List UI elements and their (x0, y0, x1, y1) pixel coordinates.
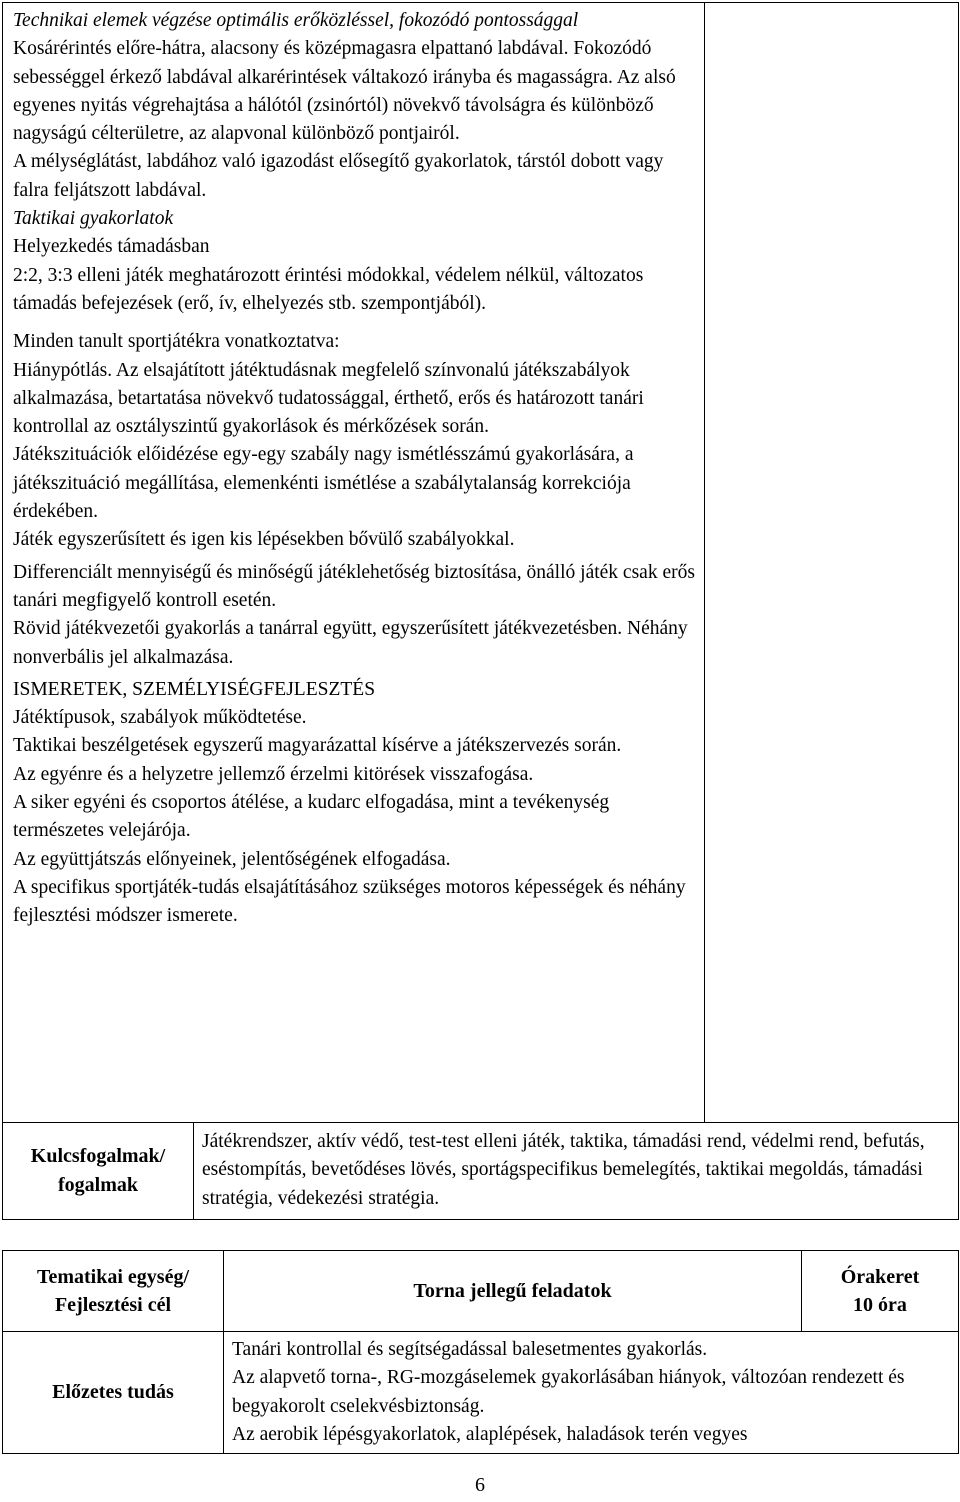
empty-cell (705, 3, 959, 1123)
curriculum-table (2, 2, 959, 1220)
text-line: Játék egyszerűsített és igen kis lépésekben bővülő szabályokkal. (13, 529, 515, 551)
prereq-text (224, 1332, 959, 1454)
hours-cell (802, 1251, 959, 1332)
unit-title: Torna jellegű feladatok (224, 1251, 802, 1332)
text-line: Taktikai gyakorlatok (13, 208, 174, 230)
text-line: Játékszituációk előidézése egy-egy szabály nagy ismétlésszámú gyakorlására, a játékszituáció megállítása, elemenkénti ismétlése a szabálytalanság korrekciója érdekében. (13, 444, 634, 523)
text-line: 2:2, 3:3 elleni játék meghatározott érintési módokkal, védelem nélkül, változatos támadás befejezések (erő, ív, elhelyezés stb. szempontjából). (13, 264, 644, 314)
activities-text (13, 7, 698, 931)
text-line: Az együttjátszás előnyeinek, jelentőségének elfogadása. (13, 848, 451, 870)
unit-table (2, 1250, 959, 1454)
text-line: Kosárérintés előre-hátra, alacsony és középmagasra elpattanó labdával. Fokozódó sebességgel érkező labdával alkarérintések váltakozó irányba és magasságra. Az alsó egyenes nyitás végrehajtása a hálótól (zsinórtól) növekvő távolságra és különböző nagyságú célterületre, az alapvonal különböző pontjairól. (13, 38, 676, 145)
text-line: A mélységlátást, labdához való igazodást elősegítő gyakorlatok, társtól dobott vagy falra feljátszott labdával. (13, 151, 664, 201)
unit-label-line2: Fejlesztési cél (54, 1294, 172, 1316)
page-number: 6 (475, 1474, 485, 1496)
text-line: Technikai elemek végzése optimális erőközléssel, fokozódó pontossággal (13, 10, 579, 31)
text-line: A specifikus sportjáték-tudás elsajátításához szükséges motoros képességek és néhány fejlesztési módszer ismerete. (13, 876, 686, 927)
unit-label-line1: Tematikai egység/ (36, 1265, 190, 1288)
text-line: Játéktípusok, szabályok működtetése. (13, 707, 307, 729)
text-line: Rövid játékvezetői gyakorlás a tanárral együtt, egyszerűsített játékvezetésben. Néhány nonverbális jel alkalmazása. (13, 618, 688, 668)
text-line: ISMERETEK, SZEMÉLYISÉGFEJLESZTÉS (13, 678, 376, 700)
prereq-line: Az aerobik lépésgyakorlatok, alaplépések, haladások terén vegyes (232, 1423, 748, 1445)
key-concepts-text: Játékrendszer, aktív védő, test-test elleni játék, taktika, támadási rend, védelmi rend, befutás, eséstompítás, bevetődéses lövés, sportágspecifikus bemelegítés, taktikai megoldás, támadási stratégia, védekezési stratégia. (194, 1123, 959, 1220)
prereq-line: Az alapvető torna-, RG-mozgáselemek gyakorlásában hiányok, változóan rendezett és begyakorolt cselekvésbiztonság. (232, 1367, 905, 1417)
prereq-line: Tanári kontrollal és segítségadással balesetmentes gyakorlás. (232, 1339, 708, 1360)
prereq-label: Előzetes tudás (3, 1332, 224, 1454)
text-line: A siker egyéni és csoportos átélése, a kudarc elfogadása, mint a tevékenység természetes velejárója. (13, 792, 610, 842)
text-line: Taktikai beszélgetések egyszerű magyarázattal kísérve a játékszervezés során. (13, 735, 622, 757)
key-concepts-label (3, 1123, 194, 1220)
hours-label: Órakeret (840, 1265, 920, 1288)
unit-label (3, 1251, 224, 1332)
text-line: Minden tanult sportjátékra vonatkoztatva: (13, 331, 340, 353)
activities-cell (3, 3, 705, 1123)
key-concepts-label-line1: Kulcsfogalmak/ (30, 1145, 166, 1167)
key-concepts-label-line2: fogalmak (58, 1174, 138, 1196)
paragraph-gap (13, 318, 698, 328)
text-line: Differenciált mennyiségű és minőségű játéklehetőség biztosítása, önálló játék csak erős tanári megfigyelő kontroll esetén. (13, 561, 695, 611)
text-line: Hiánypótlás. Az elsajátított játéktudásnak megfelelő színvonalú játékszabályok alkalmazása, betartatása növekvő tudatossággal, érthető, erős és határozott tanári kontrollal az osztályszintű gyakorlások és mérkőzések során. (13, 359, 644, 438)
text-line: Az egyénre és a helyzetre jellemző érzelmi kitörések visszafogása. (13, 763, 534, 785)
hours-value: 10 óra (853, 1294, 907, 1316)
text-line: Helyezkedés támadásban (13, 236, 210, 258)
